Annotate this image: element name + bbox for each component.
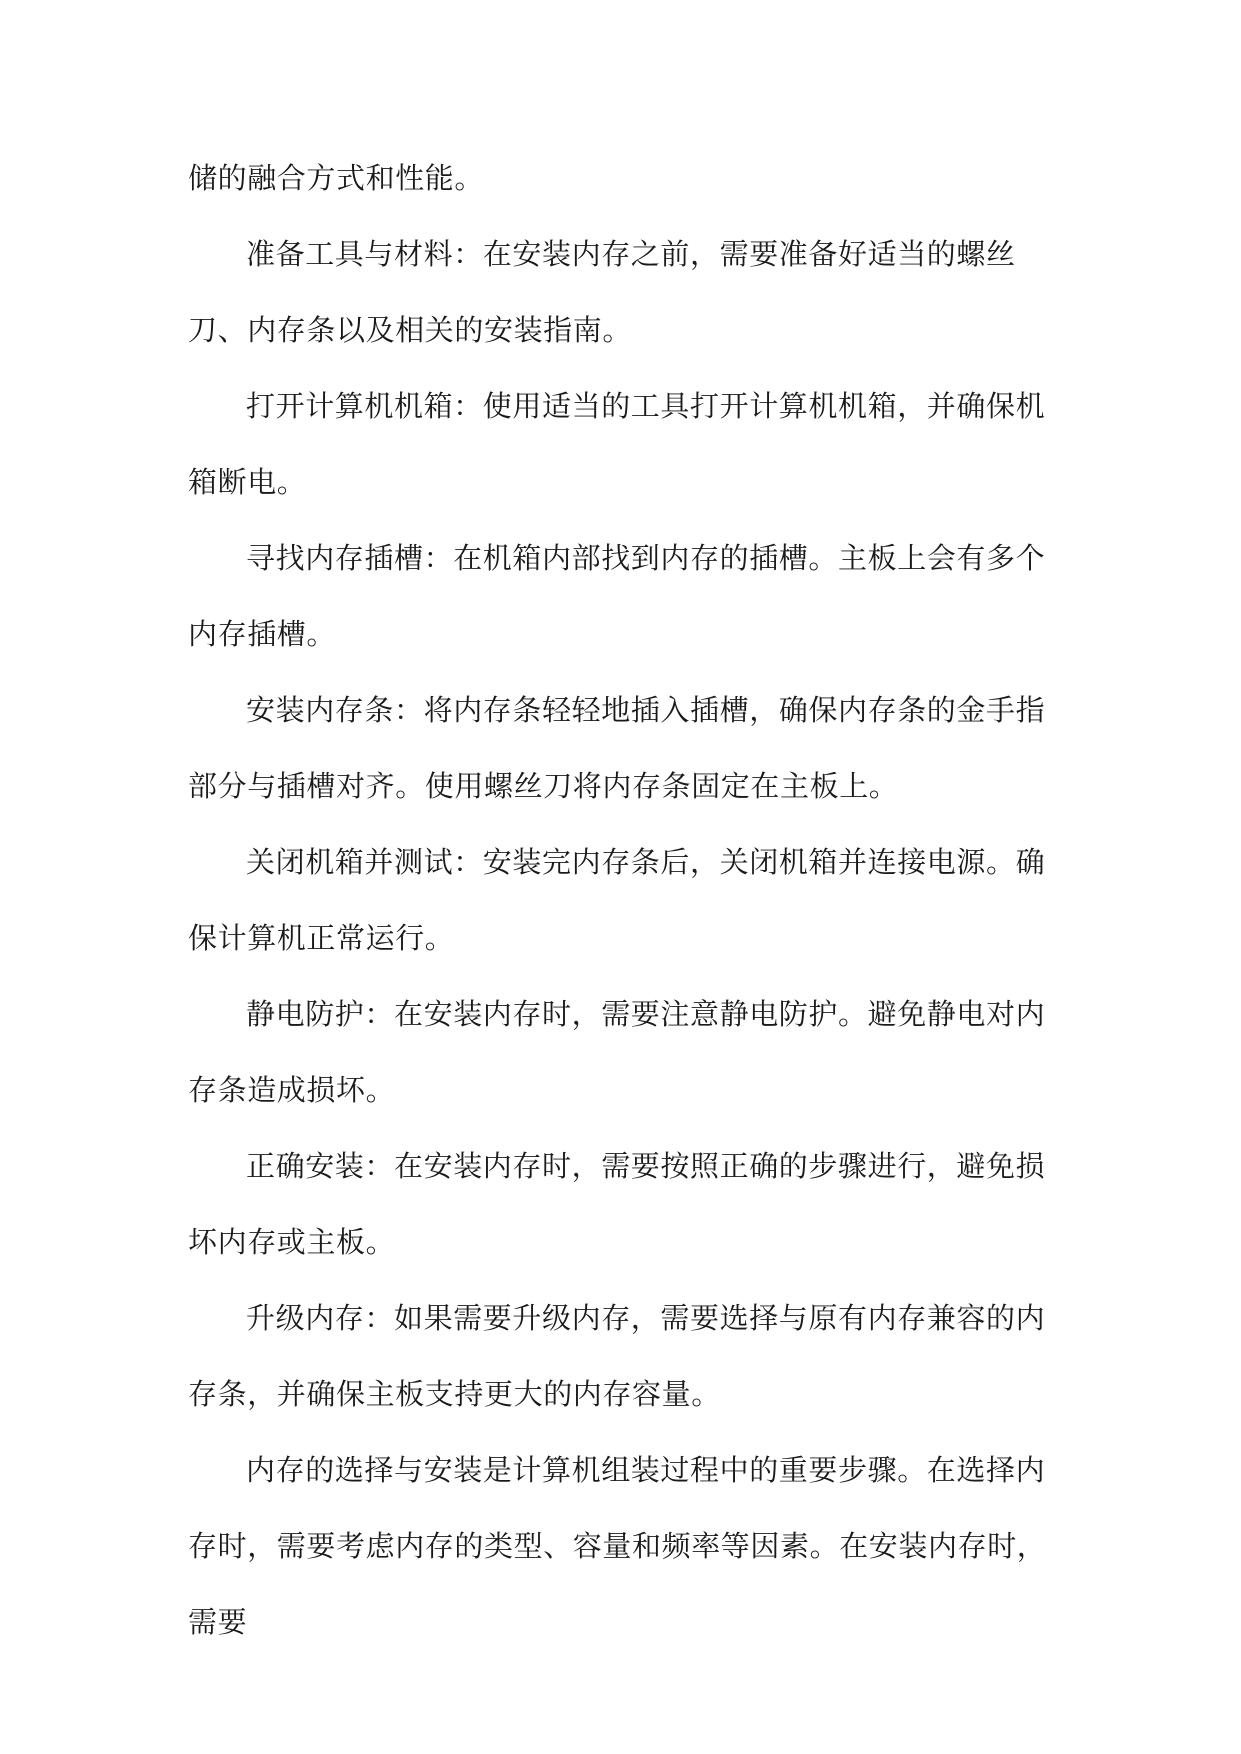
paragraph-continuation: 储的融合方式和性能。 [188,161,485,195]
paragraph-correct-install: 正确安装：在安装内存时，需要按照正确的步骤进行，避免损坏内存或主板。 [188,1149,1046,1259]
paragraph-find-slot: 寻找内存插槽：在机箱内部找到内存的插槽。主板上会有多个内存插槽。 [188,541,1046,651]
paragraph-install-module: 安装内存条：将内存条轻轻地插入插槽，确保内存条的金手指部分与插槽对齐。使用螺丝刀将内存条固定在主板上。 [188,693,1046,803]
paragraph-static-protection: 静电防护：在安装内存时，需要注意静电防护。避免静电对内存条造成损坏。 [188,997,1046,1107]
body-text [188,140,1056,1660]
paragraph-upgrade-memory: 升级内存：如果需要升级内存，需要选择与原有内存兼容的内存条，并确保主板支持更大的内存容量。 [188,1301,1046,1411]
paragraph-open-case: 打开计算机机箱：使用适当的工具打开计算机机箱，并确保机箱断电。 [188,389,1046,499]
paragraph-summary: 内存的选择与安装是计算机组装过程中的重要步骤。在选择内存时，需要考虑内存的类型、容量和频率等因素。在安装内存时，需要 [188,1453,1047,1639]
paragraph-close-and-test: 关闭机箱并测试：安装完内存条后，关闭机箱并连接电源。确保计算机正常运行。 [188,845,1046,955]
paragraph-prepare-tools: 准备工具与材料：在安装内存之前，需要准备好适当的螺丝刀、内存条以及相关的安装指南。 [188,237,1016,347]
